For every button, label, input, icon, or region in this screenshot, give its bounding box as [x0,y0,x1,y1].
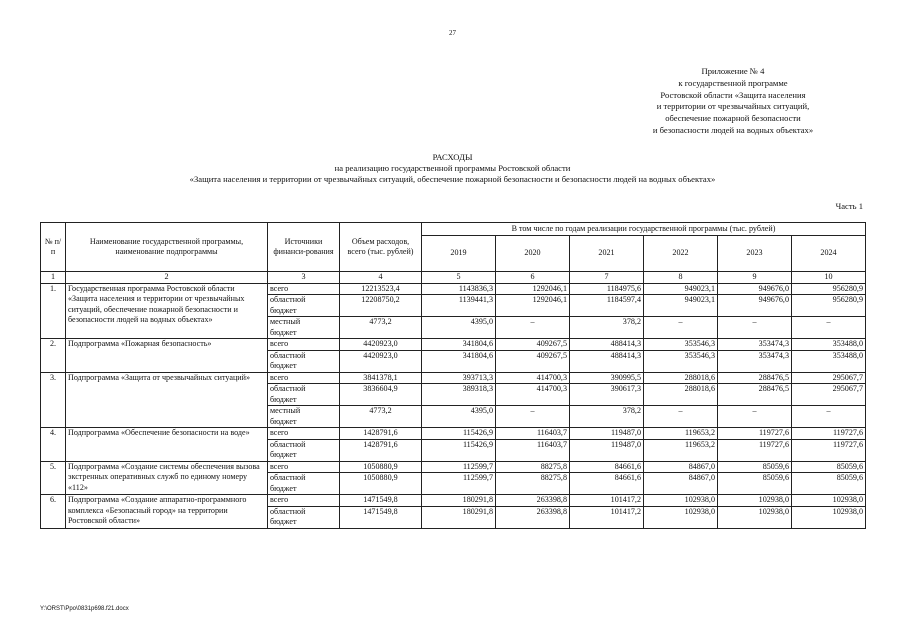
year-value: 102938,0 [644,506,718,528]
year-value: – [718,317,792,339]
year-value: – [792,406,866,428]
year-value: 341804,6 [422,339,496,351]
year-value: 119727,6 [718,428,792,440]
year-value: 353474,3 [718,339,792,351]
year-value: 956280,9 [792,295,866,317]
year-value: 409267,5 [496,350,570,372]
total-value: 4420923,0 [340,350,422,372]
funding-source-label: областной бюджет [270,506,306,526]
header-by-years: В том числе по годам реализации государственной программы (тыс. рублей) [422,223,866,236]
year-value: – [644,406,718,428]
col-number: 10 [792,272,866,284]
year-value: 414700,3 [496,372,570,384]
funding-source [268,506,340,528]
total-value: 12208750,2 [340,295,422,317]
table-body [41,283,866,528]
year-value: 84661,6 [570,461,644,473]
total-value: 3836604,9 [340,384,422,406]
header-year: 2022 [644,236,718,272]
funding-source [268,473,340,495]
funding-source-label: областной бюджет [270,384,306,404]
funding-source-label: всего [270,461,289,471]
funding-source [268,439,340,461]
funding-source [268,461,340,473]
year-value: 389318,3 [422,384,496,406]
heading-title: РАСХОДЫ [432,152,473,162]
year-value: 295067,7 [792,372,866,384]
table-row [41,372,866,384]
year-value: 84661,6 [570,473,644,495]
year-value: 102938,0 [718,506,792,528]
year-value: 414700,3 [496,384,570,406]
appendix-line: обеспечение пожарной безопасности [665,113,801,124]
header-year: 2021 [570,236,644,272]
table-row [41,495,866,507]
funding-source [268,384,340,406]
year-value: 949676,0 [718,295,792,317]
funding-source-label: всего [270,283,289,293]
year-value: 393713,3 [422,372,496,384]
year-value: 84867,0 [644,461,718,473]
col-number: 8 [644,272,718,284]
year-value: 85059,6 [718,473,792,495]
total-value: 1471549,8 [340,495,422,507]
funding-source-label: всего [270,428,289,437]
year-value: – [496,406,570,428]
funding-source [268,317,340,339]
year-value: 390617,3 [570,384,644,406]
table-row [41,339,866,351]
year-value: 378,2 [570,317,644,339]
funding-source-label: всего [270,495,289,504]
year-value: 1143836,3 [422,283,496,295]
year-value: – [792,317,866,339]
year-value: 119727,6 [792,439,866,461]
year-value: 288018,6 [644,384,718,406]
funding-source [268,495,340,507]
funding-source [268,350,340,372]
appendix-line: и безопасности людей на водных объектах» [652,124,814,135]
header-year: 2024 [792,236,866,272]
col-number: 5 [422,272,496,284]
total-value: 12213523,4 [340,283,422,295]
total-value: 1428791,6 [340,439,422,461]
year-value: 1292046,1 [496,295,570,317]
funding-source-label: местный бюджет [270,406,301,426]
heading-line: «Защита населения и территории от чрезвычайных ситуаций, обеспечение пожарной безопасности и безопасности людей на водных объектах» [189,174,716,184]
appendix-block [603,66,863,137]
year-value: 85059,6 [718,461,792,473]
year-value: 112599,7 [422,473,496,495]
row-number: 6. [41,495,66,529]
year-value: 1184975,6 [570,283,644,295]
heading-line: на реализацию государственной программы Ростовской области [334,163,571,173]
year-value: 115426,9 [422,428,496,440]
header-year: 2020 [496,236,570,272]
year-value: 85059,6 [792,461,866,473]
year-value: 1292046,1 [496,283,570,295]
year-value: 1139441,3 [422,295,496,317]
total-value: 1471549,8 [340,506,422,528]
year-value: 378,2 [570,406,644,428]
year-value: 115426,9 [422,439,496,461]
document-heading [0,152,905,185]
year-value: 353546,3 [644,339,718,351]
row-number: 5. [41,461,66,495]
program-name: Подпрограмма «Обеспечение безопасности на воде» [66,428,268,462]
year-value: 102938,0 [792,506,866,528]
row-number: 1. [41,283,66,339]
total-value: 1050880,9 [340,473,422,495]
total-value: 4773,2 [340,406,422,428]
total-value: 4773,2 [340,317,422,339]
expenses-table [40,222,866,529]
appendix-line: и территории от чрезвычайных ситуаций, [656,101,810,112]
appendix-line: к государственной программе [678,77,788,88]
year-value: 119487,0 [570,439,644,461]
year-value: 88275,8 [496,461,570,473]
funding-source [268,283,340,295]
year-value: 341804,6 [422,350,496,372]
year-value: 116403,7 [496,428,570,440]
year-value: 119653,2 [644,439,718,461]
year-value: 288476,5 [718,372,792,384]
year-value: 102938,0 [644,495,718,507]
year-value: 949676,0 [718,283,792,295]
program-name: Государственная программа Ростовской области «Защита населения и территории от чрезвычайных ситуаций, обеспечение пожарной безопасности и безопасности людей на водных объектах» [66,283,268,339]
funding-source [268,428,340,440]
table-row [41,283,866,295]
year-value: 353488,0 [792,350,866,372]
year-value: 295067,7 [792,384,866,406]
year-value: 949023,1 [644,295,718,317]
col-number: 2 [66,272,268,284]
program-name: Подпрограмма «Создание аппаратно-программного комплекса «Безопасный город» на территории Ростовской области» [66,495,268,529]
table-row [41,461,866,473]
funding-source-label: всего [270,339,289,348]
funding-source-label: областной бюджет [270,473,306,493]
header-year: 2019 [422,236,496,272]
part-label: Часть 1 [835,201,863,211]
program-name: Подпрограмма «Защита от чрезвычайных ситуаций» [66,372,268,428]
funding-source [268,295,340,317]
year-value: 390995,5 [570,372,644,384]
funding-source [268,406,340,428]
funding-source-label: местный бюджет [270,317,301,337]
year-value: 180291,8 [422,495,496,507]
row-number: 2. [41,339,66,373]
year-value: 353488,0 [792,339,866,351]
year-value: 112599,7 [422,461,496,473]
year-value: 180291,8 [422,506,496,528]
year-value: 119653,2 [644,428,718,440]
total-value: 4420923,0 [340,339,422,351]
header-name: Наименование государственной программы, наименование подпрограммы [66,223,268,272]
year-value: 263398,8 [496,506,570,528]
year-value: 88275,8 [496,473,570,495]
header-num: № п/п [41,223,66,272]
row-number: 4. [41,428,66,462]
year-value: 116403,7 [496,439,570,461]
year-value: 102938,0 [718,495,792,507]
year-value: 353474,3 [718,350,792,372]
file-path-footer: Y:\ORST\Ppo\0831p698.f21.docx [40,606,129,612]
col-number: 7 [570,272,644,284]
year-value: 101417,2 [570,495,644,507]
year-value: 956280,9 [792,283,866,295]
program-name: Подпрограмма «Пожарная безопасность» [66,339,268,373]
year-value: 102938,0 [792,495,866,507]
appendix-line: Приложение № 4 [701,66,765,76]
year-value: 488414,3 [570,339,644,351]
col-number: 4 [340,272,422,284]
year-value: 4395,0 [422,406,496,428]
year-value: – [644,317,718,339]
year-value: 288018,6 [644,372,718,384]
funding-source-label: областной бюджет [270,295,306,315]
year-value: 488414,3 [570,350,644,372]
year-value: 119487,0 [570,428,644,440]
total-value: 1428791,6 [340,428,422,440]
funding-source-label: областной бюджет [270,439,306,459]
year-value: 1184597,4 [570,295,644,317]
year-value: 101417,2 [570,506,644,528]
expenses-table-wrap [40,222,865,529]
page-number: 27 [449,29,456,37]
total-value: 3841378,1 [340,372,422,384]
year-value: 409267,5 [496,339,570,351]
funding-source-label: всего [270,372,289,382]
year-value: 85059,6 [792,473,866,495]
appendix-line: Ростовской области «Защита населения [660,89,806,100]
program-name: Подпрограмма «Создание системы обеспечения вызова экстренных оперативных служб по единому номеру «112» [66,461,268,495]
year-value: 119727,6 [718,439,792,461]
year-value: 263398,8 [496,495,570,507]
col-number: 1 [41,272,66,284]
col-number: 9 [718,272,792,284]
header-source: Источники финанси-рования [268,223,340,272]
header-total: Объем расходов, всего (тыс. рублей) [340,223,422,272]
total-value: 1050880,9 [340,461,422,473]
year-value: 949023,1 [644,283,718,295]
table-row [41,428,866,440]
year-value: 84867,0 [644,473,718,495]
year-value: 288476,5 [718,384,792,406]
year-value: 119727,6 [792,428,866,440]
col-number: 6 [496,272,570,284]
funding-source [268,339,340,351]
col-number: 3 [268,272,340,284]
year-value: 353546,3 [644,350,718,372]
funding-source [268,372,340,384]
header-year: 2023 [718,236,792,272]
row-number: 3. [41,372,66,428]
year-value: – [718,406,792,428]
funding-source-label: областной бюджет [270,350,306,370]
year-value: 4395,0 [422,317,496,339]
year-value: – [496,317,570,339]
